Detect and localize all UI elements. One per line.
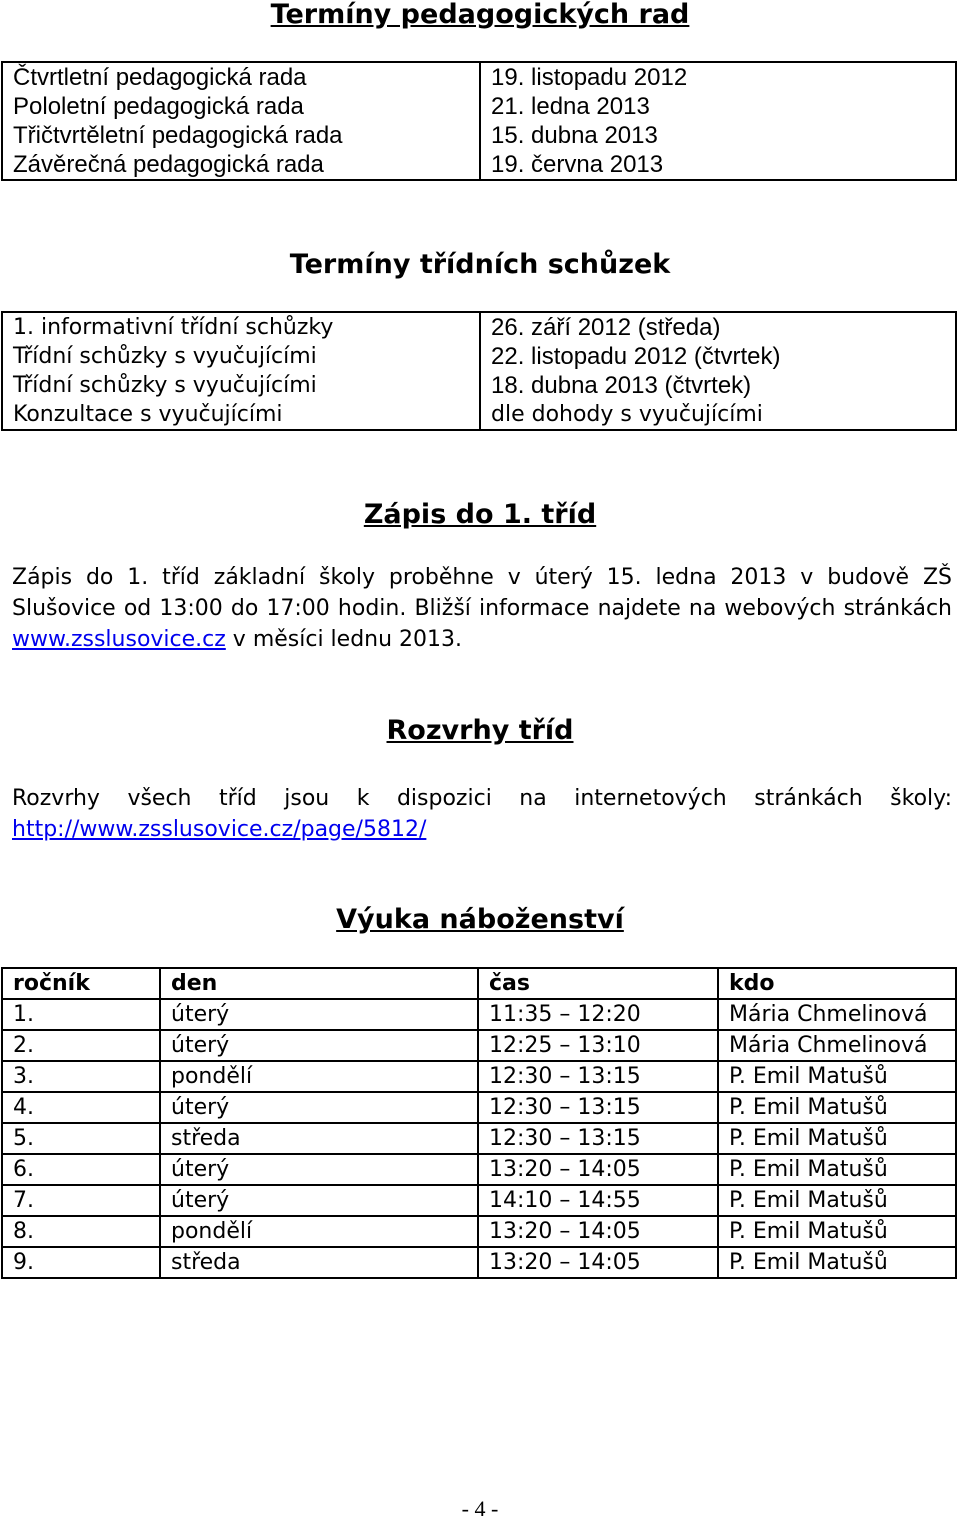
teacher-cell: P. Emil Matušů <box>718 1247 956 1278</box>
day-cell: úterý <box>160 1185 478 1216</box>
day-cell: úterý <box>160 999 478 1030</box>
grade-cell: 8. <box>2 1216 160 1247</box>
schedules-text <box>12 783 952 845</box>
council-name: Čtvrtletní pedagogická rada <box>2 62 480 92</box>
grade-cell: 4. <box>2 1092 160 1123</box>
meetings-heading: Termíny třídních schůzek <box>289 249 671 280</box>
column-header-teacher: kdo <box>718 968 956 999</box>
time-cell: 12:30 – 13:15 <box>478 1092 718 1123</box>
meeting-date: 26. září 2012 (středa) <box>480 312 956 342</box>
teacher-cell: Mária Chmelinová <box>718 1030 956 1061</box>
enrollment-line-2: Slušovice od 13:00 do 17:00 hodin. Bližší informace najdete na webových stránkách <box>12 596 952 621</box>
column-header-time: čas <box>478 968 718 999</box>
day-cell: úterý <box>160 1092 478 1123</box>
table-row <box>2 999 956 1030</box>
enrollment-text <box>12 562 952 655</box>
teacher-cell: P. Emil Matušů <box>718 1061 956 1092</box>
time-cell: 13:20 – 14:05 <box>478 1154 718 1185</box>
meeting-date: dle dohody s vyučujícími <box>480 400 956 430</box>
table-row <box>2 371 956 400</box>
grade-cell: 1. <box>2 999 160 1030</box>
table-header-row <box>2 968 956 999</box>
council-date: 15. dubna 2013 <box>480 121 956 150</box>
schedules-heading: Rozvrhy tříd <box>386 715 574 746</box>
table-row <box>2 92 956 121</box>
meetings-table <box>1 311 957 431</box>
grade-cell: 9. <box>2 1247 160 1278</box>
teacher-cell: P. Emil Matušů <box>718 1216 956 1247</box>
table-row <box>2 1092 956 1123</box>
day-cell: středa <box>160 1123 478 1154</box>
meeting-name: Třídní schůzky s vyučujícími <box>2 342 480 371</box>
column-header-day: den <box>160 968 478 999</box>
grade-cell: 6. <box>2 1154 160 1185</box>
table-row <box>2 1030 956 1061</box>
table-row <box>2 1185 956 1216</box>
enrollment-line-3 <box>12 624 952 655</box>
schedules-line-2 <box>12 814 952 845</box>
table-row <box>2 342 956 371</box>
table-row <box>2 1123 956 1154</box>
enrollment-line-3-rest: v měsíci lednu 2013. <box>225 627 463 652</box>
meeting-name: 1. informativní třídní schůzky <box>2 312 480 342</box>
council-date: 19. června 2013 <box>480 150 956 180</box>
time-cell: 12:30 – 13:15 <box>478 1123 718 1154</box>
day-cell: úterý <box>160 1030 478 1061</box>
schedules-line-1: Rozvrhy všech tříd jsou k dispozici na internetových stránkách školy: <box>12 786 952 811</box>
enrollment-heading: Zápis do 1. tříd <box>363 499 597 530</box>
grade-cell: 5. <box>2 1123 160 1154</box>
time-cell: 14:10 – 14:55 <box>478 1185 718 1216</box>
table-row <box>2 1154 956 1185</box>
table-row <box>2 150 956 180</box>
time-cell: 11:35 – 12:20 <box>478 999 718 1030</box>
teacher-cell: P. Emil Matušů <box>718 1123 956 1154</box>
table-row <box>2 62 956 92</box>
council-heading: Termíny pedagogických rad <box>270 0 690 30</box>
table-row <box>2 1061 956 1092</box>
meeting-date: 22. listopadu 2012 (čtvrtek) <box>480 342 956 371</box>
table-row <box>2 121 956 150</box>
teacher-cell: P. Emil Matušů <box>718 1185 956 1216</box>
council-date: 21. ledna 2013 <box>480 92 956 121</box>
grade-cell: 2. <box>2 1030 160 1061</box>
council-table <box>1 61 957 181</box>
table-row <box>2 400 956 430</box>
day-cell: pondělí <box>160 1061 478 1092</box>
council-name: Závěrečná pedagogická rada <box>2 150 480 180</box>
meeting-name: Třídní schůzky s vyučujícími <box>2 371 480 400</box>
table-row <box>2 1247 956 1278</box>
time-cell: 12:25 – 13:10 <box>478 1030 718 1061</box>
council-date: 19. listopadu 2012 <box>480 62 956 92</box>
religion-table <box>1 967 957 1279</box>
table-row <box>2 1216 956 1247</box>
teacher-cell: P. Emil Matušů <box>718 1092 956 1123</box>
time-cell: 12:30 – 13:15 <box>478 1061 718 1092</box>
teacher-cell: P. Emil Matušů <box>718 1154 956 1185</box>
council-name: Třičtvrtěletní pedagogická rada <box>2 121 480 150</box>
day-cell: středa <box>160 1247 478 1278</box>
time-cell: 13:20 – 14:05 <box>478 1247 718 1278</box>
school-website-link[interactable]: www.zsslusovice.cz <box>12 627 226 652</box>
day-cell: úterý <box>160 1154 478 1185</box>
column-header-grade: ročník <box>2 968 160 999</box>
meeting-date: 18. dubna 2013 (čtvrtek) <box>480 371 956 400</box>
time-cell: 13:20 – 14:05 <box>478 1216 718 1247</box>
page-number: - 4 - <box>461 1496 499 1521</box>
grade-cell: 7. <box>2 1185 160 1216</box>
meeting-name: Konzultace s vyučujícími <box>2 400 480 430</box>
table-row <box>2 312 956 342</box>
day-cell: pondělí <box>160 1216 478 1247</box>
council-name: Pololetní pedagogická rada <box>2 92 480 121</box>
schedules-link[interactable]: http://www.zsslusovice.cz/page/5812/ <box>12 817 427 842</box>
enrollment-line-1: Zápis do 1. tříd základní školy proběhne v úterý 15. ledna 2013 v budově ZŠ <box>12 565 952 590</box>
grade-cell: 3. <box>2 1061 160 1092</box>
religion-heading: Výuka náboženství <box>336 904 624 935</box>
teacher-cell: Mária Chmelinová <box>718 999 956 1030</box>
